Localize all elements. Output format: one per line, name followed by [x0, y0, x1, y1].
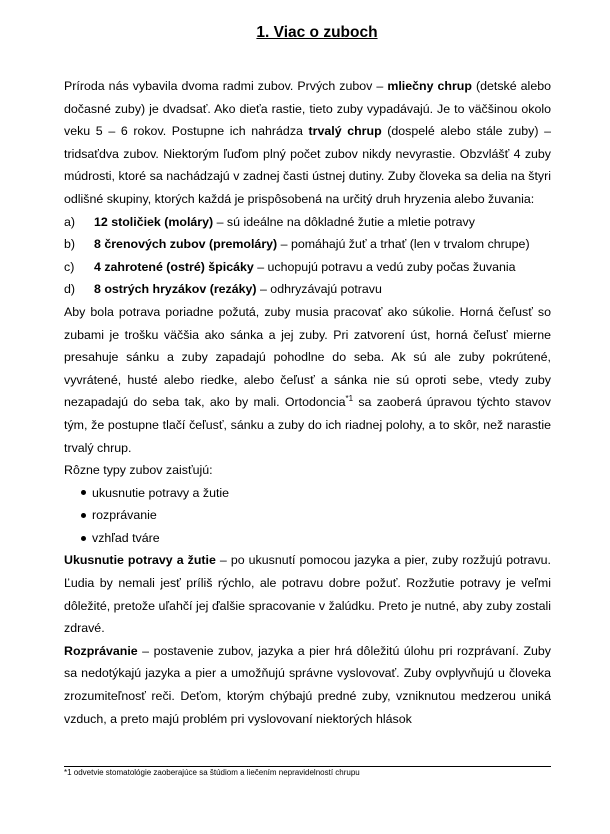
- bullet-icon: [81, 513, 86, 518]
- bullet-icon: [81, 490, 86, 495]
- section-term: Rozprávanie: [64, 643, 138, 658]
- bullet-item: [64, 482, 551, 505]
- footnote-divider: [64, 766, 551, 767]
- list-text: – odhryzávajú potravu: [256, 282, 382, 297]
- bullet-item: [64, 504, 551, 527]
- list-text: – pomáhajú žuť a trhať (len v trvalom chrupe): [277, 237, 530, 252]
- text-run: – postavenie zubov, jazyka a pier hrá dôležitú úlohu pri rozprávaní. Zuby sa nedotýkajú jazyka a pier a umožňujú správne vyslovovať. Zuby ovplyvňujú u človeka zrozumiteľnosť reči. Deťom, ktorým chýbajú predné zuby, vzniknutou medzerou uniká vzduch, a preto majú problém pri vyslovovaní niektorých hlások: [64, 643, 551, 726]
- footnote: *1 odvetvie stomatológie zaoberajúce sa štúdiom a liečením nepravidelností chrupu: [64, 768, 360, 777]
- bullet-text: ukusnutie potravy a žutie: [92, 485, 230, 500]
- text-run: Aby bola potrava poriadne požutá, zuby musia pracovať ako súkolie. Horná čeľusť so zubami je trošku väčšia ako sánka a jej zuby. Pri zatvorení úst, horná čeľusť mierne presahuje sánku a zuby zapadajú pohodlne do seba. Ak sú ale zuby pokrútené, vyvrátené, husté alebo riedke, alebo čeľusť a sánka nie sú oproti sebe, vtedy zuby nezapadajú do seba tak, ako by mali. Ortodoncia: [64, 304, 551, 410]
- list-term: 8 ostrých hryzákov (rezáky): [94, 282, 257, 297]
- text-run: (dospelé alebo stále zuby) – tridsaťdva zubov. Niektorým ľuďom plný počet zubov nikdy nevyrastie. Obzvlášť 4 zuby múdrosti, ktoré sa nachádzajú v zadnej časti ústnej dutiny. Zuby človeka sa delia na štyri odlišné skupiny, ktorých každá je prispôsobená na určitý druh hryzenia alebo žuvania:: [64, 124, 551, 206]
- intro-paragraph: [64, 75, 551, 211]
- text-run: Príroda nás vybavila dvoma radmi zubov. Prvých zubov –: [64, 79, 388, 93]
- list-text: – uchopujú potravu a vedú zuby počas žuvania: [253, 259, 516, 274]
- text-run: sa zaoberá úpravou týchto stavov tým, že postupne tlačí čeľusť, sánku a zuby do ich riadnej polohy, a to skôr, než narastie trvalý chrup.: [64, 395, 551, 455]
- list-item: [64, 256, 551, 279]
- orthodontics-paragraph: [64, 301, 551, 459]
- list-text: – sú ideálne na dôkladné žutie a mletie potravy: [213, 214, 475, 229]
- section-term: Ukusnutie potravy a žutie: [64, 553, 216, 568]
- bullet-text: vzhľad tváre: [92, 530, 160, 545]
- term-permanent-teeth: trvalý chrup: [308, 124, 382, 139]
- list-term: 4 zahrotené (ostré) špicáky: [94, 259, 254, 274]
- text-run: – po ukusnutí pomocou jazyka a pier, zuby rozžujú potravu. Ľudia by nemali jesť príliš rýchlo, ale potravu dobre požuť. Rozžutie potravy je veľmi dôležité, pretože uľahčí jej ďalšie spracovanie v žalúdku. Preto je nutné, aby zuby zostali zdravé.: [64, 553, 551, 636]
- list-term: 8 črenových zubov (premoláry): [94, 237, 278, 252]
- list-item: [64, 278, 551, 301]
- list-label: a): [64, 214, 76, 229]
- bullet-text: rozprávanie: [92, 508, 157, 523]
- term-milk-teeth: mliečny chrup: [387, 79, 472, 93]
- list-label: c): [64, 259, 75, 274]
- bullet-icon: [81, 536, 86, 541]
- page-title: 1. Viac o zuboch: [256, 24, 378, 41]
- chewing-paragraph: [64, 549, 551, 639]
- list-term: 12 stoličiek (moláry): [94, 214, 214, 229]
- list-label: d): [64, 282, 76, 297]
- footnote-marker: *1: [345, 394, 354, 404]
- speech-paragraph: [64, 640, 551, 730]
- types-intro: Rôzne typy zubov zaisťujú:: [64, 463, 213, 478]
- document-body: [64, 75, 551, 730]
- text-run: (detské alebo dočasné zuby) je dvadsať. Ako dieťa rastie, tieto zuby vypadávajú. Je to väčšinou okolo veku 5 – 6 rokov. Postupne ich nahrádza: [64, 79, 551, 139]
- list-label: b): [64, 237, 76, 252]
- bullet-item: [64, 527, 551, 550]
- list-item: [64, 233, 551, 256]
- list-item: [64, 211, 551, 234]
